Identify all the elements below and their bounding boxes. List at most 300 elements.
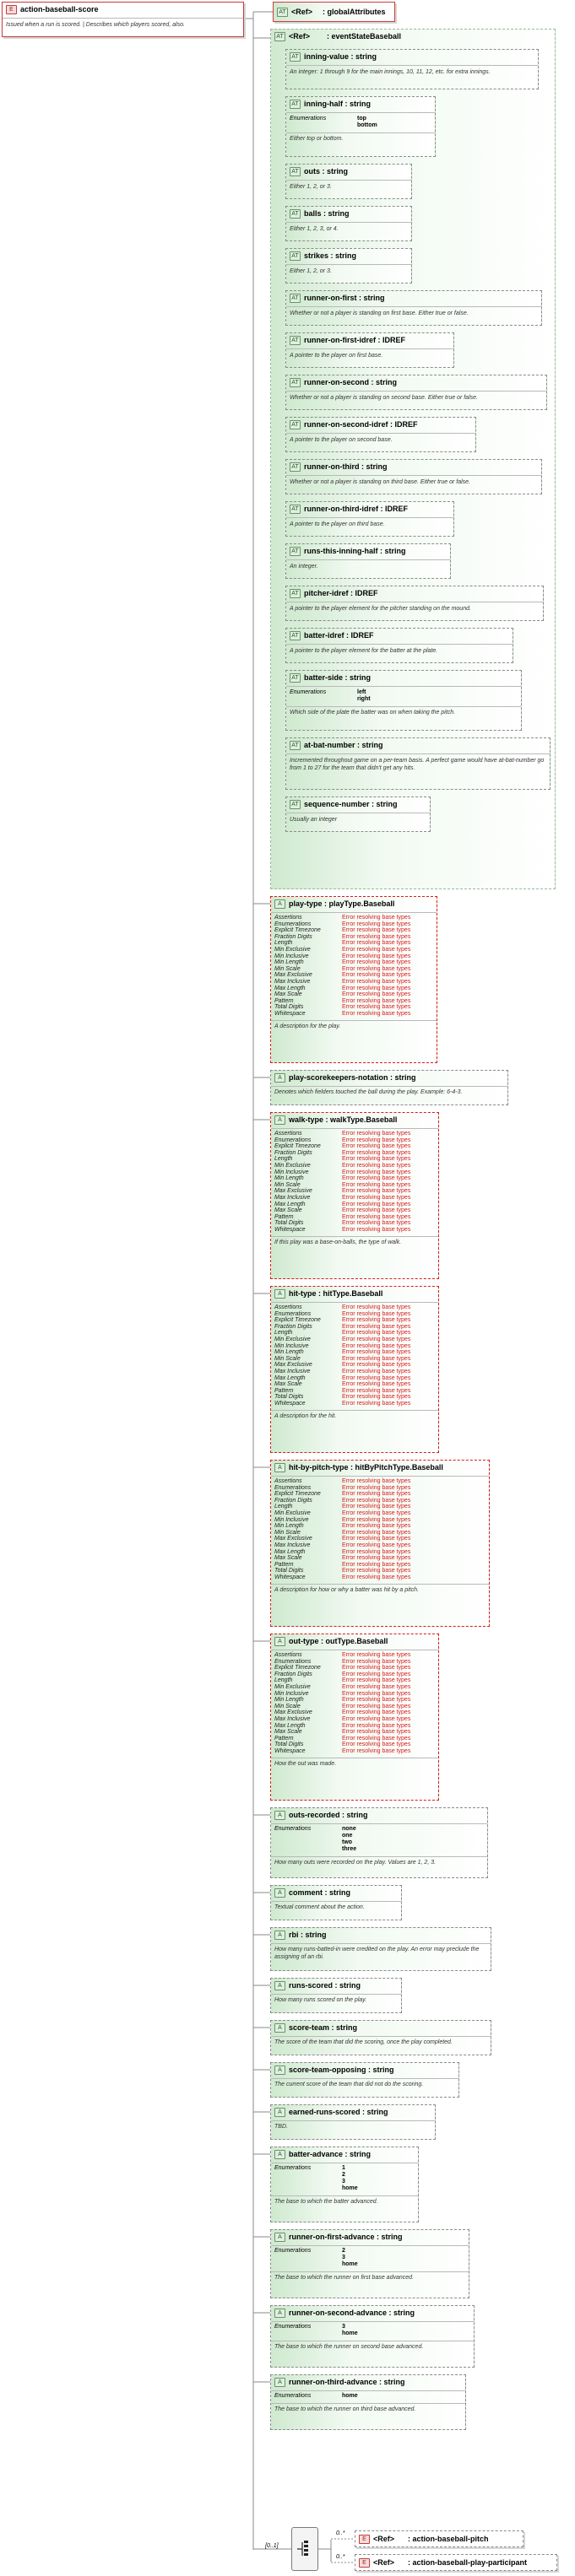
root-element-name: action-baseball-score (20, 5, 99, 14)
child-element-name: : action-baseball-pitch (408, 2535, 489, 2543)
enumeration-values (357, 116, 377, 129)
attribute-description: The base to which the runner on third base advanced. (274, 2406, 416, 2412)
facet-row (274, 979, 410, 986)
attribute-name: outs-recorded : string (289, 1811, 368, 1819)
facet-row (274, 1574, 410, 1581)
facet-row (274, 1517, 410, 1524)
facet-error: Error resolving base types (342, 1323, 411, 1330)
attribute-name: balls : string (304, 209, 350, 218)
facet-label: Total Digits (274, 1742, 304, 1748)
enumeration-value: left (357, 689, 366, 695)
facet-row (274, 1356, 410, 1363)
facet-error: Error resolving base types (342, 1478, 411, 1484)
attribute-runner-on-second-advance[interactable] (270, 2305, 475, 2368)
attribute-name: runner-on-third : string (304, 462, 388, 471)
attribute-description: How many runs-batted-in were credited on the play. An error may preclude the assigning of an rbi. (274, 1947, 480, 1960)
facet-label: Pattern (274, 997, 294, 1004)
attribute-description: The current score of the team that did not do the scoring. (274, 2082, 424, 2087)
attribute-name: strikes : string (304, 251, 357, 260)
facet-label: Max Inclusive (274, 1542, 311, 1548)
attribute-icon: A (274, 2233, 285, 2242)
facet-error: Error resolving base types (342, 1330, 411, 1337)
enumerations (290, 116, 377, 129)
facet-error: Error resolving base types (342, 959, 411, 966)
attribute-description: An integer. (290, 564, 318, 570)
facet-label: Min Exclusive (274, 1509, 311, 1516)
attribute-icon: A (274, 1289, 285, 1299)
facet-label: Max Inclusive (274, 1715, 311, 1722)
facet-label: Total Digits (274, 1568, 304, 1574)
attribute-name: batter-side : string (304, 673, 372, 682)
attribute-name: runner-on-second-idref : IDREF (304, 420, 418, 429)
attribute-earned-runs-scored[interactable] (270, 2104, 436, 2140)
attribute-rbi[interactable] (270, 1927, 491, 1971)
facet-error: Error resolving base types (342, 1317, 411, 1324)
attribute-description: A pointer to the player on second base. (290, 437, 393, 443)
attribute-name: hit-by-pitch-type : hitByPitchType.Baseball (289, 1463, 443, 1472)
attribute-name: play-type : playType.Baseball (289, 899, 395, 908)
element-icon: E (359, 2558, 370, 2568)
facet-error: Error resolving base types (342, 1400, 411, 1407)
attribute-description: A description for how or why a batter was hit by a pitch. (274, 1586, 419, 1593)
attribute-icon: AT (290, 547, 301, 556)
ref-label: <Ref> (291, 8, 313, 16)
facet-label: Max Length (274, 1201, 306, 1207)
facet-error: Error resolving base types (342, 1137, 411, 1143)
facet-error: Error resolving base types (342, 1149, 411, 1156)
facet-error: Error resolving base types (342, 1555, 411, 1562)
facet-row (274, 1004, 410, 1011)
attribute-description: A description for the hit. (274, 1412, 337, 1419)
attribute-description: The base to which the runner on first base advanced. (274, 2275, 414, 2281)
facet-label: Pattern (274, 1213, 294, 1220)
facet-row (274, 998, 410, 1005)
facet-error: Error resolving base types (342, 1742, 411, 1748)
attribute-name: runner-on-third-idref : IDREF (304, 505, 408, 513)
facet-row (274, 991, 410, 998)
child-cardinality: 0..* (336, 2554, 345, 2560)
attribute-icon: AT (290, 336, 301, 345)
root-element-box[interactable] (2, 2, 244, 37)
attribute-runs-scored[interactable] (270, 1978, 402, 2013)
facet-label: Fraction Digits (274, 1497, 312, 1504)
attribute-sequence-number[interactable] (285, 797, 431, 832)
enumeration-values (342, 2248, 358, 2268)
facet-row (274, 1549, 410, 1556)
attribute-outs-recorded[interactable] (270, 1807, 488, 1878)
facet-error: Error resolving base types (342, 1213, 411, 1220)
facet-error: Error resolving base types (342, 1374, 411, 1381)
attribute-icon: A (274, 1888, 285, 1898)
attribute-description: A description for the play. (274, 1023, 341, 1029)
facet-row (274, 1137, 410, 1144)
attribute-icon: A (274, 2108, 285, 2117)
facet-label: Explicit Timezone (274, 927, 321, 934)
facet-row (274, 1504, 410, 1510)
attribute-pitcher-idref[interactable] (285, 586, 544, 621)
attribute-runner-on-second-idref[interactable] (285, 417, 476, 452)
facet-error: Error resolving base types (342, 927, 411, 934)
attribute-description: The score of the team that did the scoring, once the play completed. (274, 2039, 453, 2045)
facet-error: Error resolving base types (342, 1735, 411, 1742)
attribute-name: runner-on-second : string (304, 378, 397, 386)
facet-error: Error resolving base types (342, 1677, 411, 1684)
facet-label: Whitespace (274, 1226, 306, 1233)
attribute-walk-type[interactable] (270, 1112, 439, 1279)
facet-error: Error resolving base types (342, 1683, 411, 1690)
facet-error: Error resolving base types (342, 1131, 411, 1137)
enumeration-value: 3 (342, 2255, 345, 2260)
facet-label: Pattern (274, 1561, 294, 1568)
facet-row (274, 1175, 410, 1182)
attribute-comment[interactable] (270, 1885, 402, 1920)
facet-label: Enumerations (274, 1310, 312, 1317)
attribute-description: Usually an integer (290, 817, 338, 823)
facet-label: Min Scale (274, 1529, 301, 1536)
facet-error: Error resolving base types (342, 1162, 411, 1169)
facet-row (274, 1131, 410, 1137)
facet-error: Error resolving base types (342, 1368, 411, 1374)
attribute-icon: AT (290, 52, 301, 62)
facet-error: Error resolving base types (342, 1342, 411, 1349)
facet-label: Pattern (274, 1387, 294, 1394)
facet-row (274, 1317, 410, 1324)
facet-error: Error resolving base types (342, 1207, 411, 1214)
facet-error: Error resolving base types (342, 1516, 411, 1523)
enumeration-value: 2 (342, 2172, 345, 2178)
facet-error: Error resolving base types (342, 1542, 411, 1548)
attribute-description: Either 1, 2, or 3. (290, 184, 332, 190)
enumeration-value: home (342, 2330, 358, 2336)
attribute-description: Whether or not a player is standing on first base. Either true or false. (290, 311, 469, 316)
attribute-strikes[interactable] (285, 248, 412, 284)
attribute-name: runner-on-first-idref : IDREF (304, 336, 405, 344)
attribute-group-icon: AT (274, 32, 285, 41)
attribute-play-scorekeepers-notation[interactable] (270, 1070, 508, 1105)
enumerations (274, 2324, 358, 2337)
facet-label: Min Scale (274, 1181, 301, 1188)
enumerations-label: Enumerations (290, 116, 327, 122)
facet-label: Assertions (274, 1304, 302, 1310)
facet-error: Error resolving base types (342, 1729, 411, 1736)
attribute-icon: A (274, 1931, 285, 1940)
facet-label: Assertions (274, 915, 302, 921)
enumeration-values (357, 689, 371, 703)
attribute-name: runner-on-third-advance : string (289, 2378, 405, 2386)
element-icon: E (359, 2535, 370, 2544)
attribute-description: A pointer to the player on first base. (290, 353, 383, 359)
attribute-name: score-team : string (289, 2023, 358, 2032)
ref-label: <Ref> (289, 32, 311, 41)
enumeration-value: 1 (342, 2165, 345, 2171)
attribute-description: Denotes which fielders touched the ball during the play. Example: 6-4-3. (274, 1089, 463, 1095)
enumeration-values (342, 1826, 356, 1853)
facet-label: Max Exclusive (274, 1188, 312, 1195)
facet-label: Length (274, 1677, 293, 1684)
facet-label: Whitespace (274, 1400, 306, 1407)
attribute-runner-on-second[interactable] (285, 375, 547, 410)
facet-row (274, 972, 410, 979)
facet-error: Error resolving base types (342, 1194, 411, 1201)
attribute-icon: AT (290, 800, 301, 809)
facet-row (274, 1311, 410, 1318)
attribute-runner-on-third[interactable] (285, 459, 542, 494)
facet-row (274, 1704, 410, 1710)
attribute-icon: AT (290, 251, 301, 261)
facet-row (274, 1330, 410, 1337)
facet-label: Enumerations (274, 1484, 312, 1491)
facet-row (274, 1195, 410, 1202)
facet-row (274, 1324, 410, 1331)
attribute-name: sequence-number : string (304, 800, 398, 808)
facet-label: Min Length (274, 959, 304, 966)
attribute-runner-on-third-advance[interactable] (270, 2374, 466, 2430)
facet-row (274, 1163, 410, 1169)
facet-label: Explicit Timezone (274, 1491, 321, 1498)
facet-error: Error resolving base types (342, 1709, 411, 1716)
facet-label: Min Scale (274, 965, 301, 972)
facet-row (274, 1478, 410, 1485)
facet-error: Error resolving base types (342, 940, 411, 947)
facet-error: Error resolving base types (342, 921, 411, 927)
facet-row (274, 947, 410, 953)
facet-label: Max Length (274, 1722, 306, 1729)
facet-error: Error resolving base types (342, 1010, 411, 1017)
attribute-batter-side[interactable] (285, 670, 522, 731)
facet-row (274, 1709, 410, 1716)
facet-row (274, 1723, 410, 1730)
facet-row (274, 1214, 410, 1221)
facet-error: Error resolving base types (342, 1226, 411, 1233)
facet-row (274, 1498, 410, 1504)
enumeration-value: none (342, 1826, 356, 1832)
sequence-compositor[interactable] (291, 2527, 318, 2571)
facet-row (274, 1202, 410, 1208)
facet-row (274, 1143, 410, 1150)
attribute-name: play-scorekeepers-notation : string (289, 1073, 416, 1082)
facet-row (274, 1381, 410, 1388)
sequence-icon (292, 2528, 317, 2570)
attribute-name: runner-on-first : string (304, 294, 385, 302)
attribute-icon: A (274, 899, 285, 909)
facet-error: Error resolving base types (342, 1703, 411, 1709)
facet-error: Error resolving base types (342, 1394, 411, 1401)
facet-label: Min Length (274, 1175, 304, 1182)
facet-row (274, 927, 410, 934)
facet-error: Error resolving base types (342, 1747, 411, 1754)
facet-row (274, 1530, 410, 1536)
facet-row (274, 1188, 410, 1195)
attribute-out-type[interactable] (270, 1634, 439, 1801)
attribute-description: A pointer to the player element for the pitcher standing on the mound. (290, 606, 471, 612)
attribute-icon: AT (290, 631, 301, 640)
attribute-runs-this-inning-half[interactable] (285, 543, 451, 579)
facet-label: Min Exclusive (274, 1162, 311, 1169)
attribute-batter-idref[interactable] (285, 628, 513, 663)
attribute-name: runs-this-inning-half : string (304, 547, 406, 555)
facet-label: Length (274, 1504, 293, 1510)
enumeration-value: right (357, 696, 371, 702)
facet-error: Error resolving base types (342, 953, 411, 959)
enumeration-value: 3 (342, 2179, 345, 2184)
enumerations-label: Enumerations (274, 1826, 312, 1832)
attribute-name: outs : string (304, 167, 348, 176)
facet-label: Max Exclusive (274, 1536, 312, 1542)
attribute-icon: A (274, 2066, 285, 2075)
attribute-icon: A (274, 1811, 285, 1820)
enumerations (274, 1826, 356, 1853)
facet-error: Error resolving base types (342, 946, 411, 953)
enumerations-label: Enumerations (274, 2393, 312, 2399)
ref-label: <Ref> (373, 2535, 395, 2543)
child-element-action-baseball-pitch[interactable] (355, 2530, 523, 2547)
facet-label: Min Exclusive (274, 1336, 311, 1342)
attribute-name: inning-value : string (304, 52, 377, 61)
attribute-description: How many runs scored on the play. (274, 1997, 367, 2003)
enumerations-label: Enumerations (274, 2165, 312, 2171)
attribute-description: Which side of the plate the batter was on when taking the pitch. (290, 710, 456, 716)
attribute-name: runner-on-first-advance : string (289, 2233, 403, 2241)
facet-label: Min Inclusive (274, 953, 309, 959)
attribute-name: earned-runs-scored : string (289, 2108, 388, 2116)
sequence-cardinality: [0..1] (265, 2543, 279, 2549)
facet-error: Error resolving base types (342, 1509, 411, 1516)
facet-row (274, 1156, 410, 1163)
facet-row (274, 1677, 410, 1684)
facet-error: Error resolving base types (342, 1491, 411, 1498)
attribute-icon: AT (290, 741, 301, 750)
attribute-at-bat-number[interactable] (285, 737, 551, 790)
attribute-icon: AT (290, 294, 301, 303)
attribute-icon: A (274, 2150, 285, 2159)
facet-error: Error resolving base types (342, 978, 411, 985)
facet-error: Error resolving base types (342, 1181, 411, 1188)
facet-error: Error resolving base types (342, 985, 411, 991)
facet-label: Max Scale (274, 1555, 302, 1562)
attribute-name: hit-type : hitType.Baseball (289, 1289, 383, 1298)
facet-label: Fraction Digits (274, 1671, 312, 1677)
facet-error: Error resolving base types (342, 1671, 411, 1677)
enumeration-values (342, 2393, 358, 2400)
attribute-hit-type[interactable] (270, 1286, 439, 1453)
facet-error: Error resolving base types (342, 1387, 411, 1394)
attribute-balls[interactable] (285, 206, 412, 241)
facet-label: Max Exclusive (274, 972, 312, 979)
facet-label: Max Scale (274, 1381, 302, 1388)
facet-label: Whitespace (274, 1574, 306, 1580)
facet-row (274, 1207, 410, 1214)
facet-label: Fraction Digits (274, 1149, 312, 1156)
facet-row (274, 1665, 410, 1671)
facet-label: Assertions (274, 1478, 302, 1484)
facet-label: Assertions (274, 1652, 302, 1658)
facet-label: Enumerations (274, 921, 312, 927)
facet-row (274, 1562, 410, 1569)
attribute-description: Incremented throughout game on a per-team basis. A perfect game would have at-bat-number go from 1 to 27 for the team that didn't get any hits. (290, 758, 545, 771)
attribute-hit-by-pitch-type[interactable] (270, 1460, 490, 1627)
facet-row (274, 1362, 410, 1369)
attribute-score-team[interactable] (270, 2020, 491, 2055)
attribute-runner-on-third-idref[interactable] (285, 501, 454, 537)
facet-row (274, 1337, 410, 1343)
facet-label: Max Inclusive (274, 1194, 311, 1201)
facet-row (274, 1369, 410, 1375)
ref-global-name: : globalAttributes (323, 8, 386, 16)
facet-error: Error resolving base types (342, 1665, 411, 1671)
enumeration-value: 2 (342, 2248, 345, 2254)
attribute-runner-on-first[interactable] (285, 290, 542, 326)
enumeration-value: two (342, 1839, 353, 1845)
facet-row (274, 1343, 410, 1350)
attribute-batter-advance[interactable] (270, 2147, 419, 2222)
enumeration-value: home (342, 2185, 358, 2191)
ref-global-attributes[interactable] (273, 2, 395, 22)
facet-label: Pattern (274, 1735, 294, 1742)
facet-error: Error resolving base types (342, 1349, 411, 1356)
attribute-name: comment : string (289, 1888, 351, 1897)
facets-table (274, 1652, 410, 1755)
facet-label: Max Length (274, 1374, 306, 1381)
attribute-play-type[interactable] (270, 896, 437, 1063)
facet-label: Min Exclusive (274, 946, 311, 953)
attribute-icon: A (274, 1463, 285, 1472)
enumerations-label: Enumerations (290, 689, 327, 695)
facet-label: Explicit Timezone (274, 1143, 321, 1150)
attribute-icon: AT (290, 462, 301, 472)
facet-error: Error resolving base types (342, 1143, 411, 1150)
facet-row (274, 1388, 410, 1395)
attribute-description: The base to which the batter advanced. (274, 2199, 378, 2205)
enumeration-values (342, 2324, 358, 2337)
facet-label: Min Scale (274, 1355, 301, 1362)
attribute-runner-on-first-advance[interactable] (270, 2229, 469, 2298)
facet-error: Error resolving base types (342, 1355, 411, 1362)
facet-label: Max Scale (274, 1207, 302, 1214)
facet-label: Min Scale (274, 1703, 301, 1709)
enumeration-value: three (342, 1846, 357, 1852)
attribute-runner-on-first-idref[interactable] (285, 332, 454, 368)
attribute-description: Either top or bottom. (290, 136, 344, 142)
facet-row (274, 934, 410, 941)
enumerations (274, 2393, 358, 2400)
attribute-outs[interactable] (285, 164, 412, 199)
facet-label: Explicit Timezone (274, 1317, 321, 1324)
facet-row (274, 959, 410, 966)
facet-row (274, 1485, 410, 1492)
facet-label: Whitespace (274, 1010, 306, 1017)
attribute-name: at-bat-number : string (304, 741, 383, 749)
facet-row (274, 1736, 410, 1742)
attribute-inning-value[interactable] (285, 49, 539, 89)
facets-table (274, 915, 410, 1018)
enumeration-values (342, 2165, 358, 2192)
facet-error: Error resolving base types (342, 1484, 411, 1491)
attribute-description: A pointer to the player on third base. (290, 521, 385, 527)
facet-label: Min Inclusive (274, 1169, 309, 1175)
child-element-action-baseball-play-participant[interactable] (355, 2554, 557, 2571)
facet-row (274, 953, 410, 960)
facet-label: Max Scale (274, 1729, 302, 1736)
facet-row (274, 1748, 410, 1755)
facet-row (274, 915, 410, 921)
facet-row (274, 1394, 410, 1401)
facet-row (274, 1227, 410, 1234)
facet-error: Error resolving base types (342, 972, 411, 979)
attribute-score-team-opposing[interactable] (270, 2062, 459, 2098)
attribute-inning-half[interactable] (285, 96, 436, 157)
facet-row (274, 1555, 410, 1562)
facet-error: Error resolving base types (342, 1652, 411, 1658)
